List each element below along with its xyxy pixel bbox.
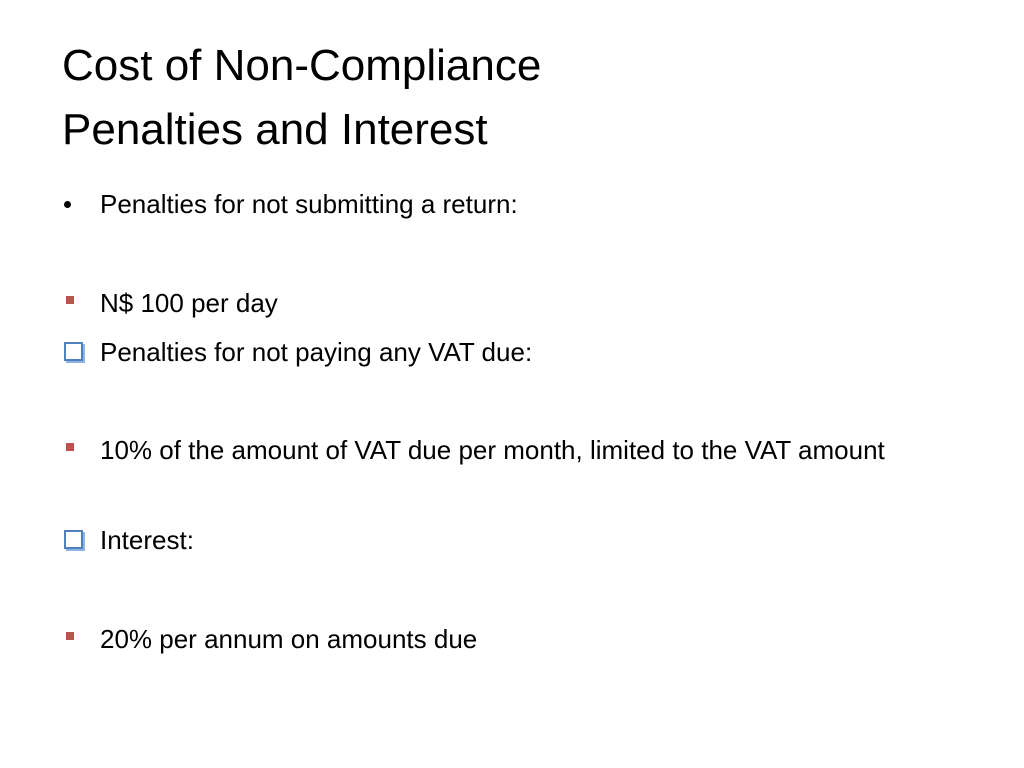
list-item-text: 20% per annum on amounts due	[100, 624, 478, 654]
list-item	[62, 430, 962, 471]
list-item	[62, 184, 962, 225]
list-item	[62, 332, 962, 373]
list-item	[62, 520, 962, 561]
square-bullet-icon	[62, 430, 96, 471]
list-item-text: Penalties for not paying any VAT due:	[100, 337, 533, 367]
list-item-text: 10% of the amount of VAT due per month, limited to the VAT amount	[100, 435, 885, 465]
round-bullet-icon	[62, 184, 96, 225]
list-item-text: N$ 100 per day	[100, 288, 278, 318]
square-bullet-icon	[62, 283, 96, 324]
square-bullet-icon	[62, 619, 96, 660]
list-item	[62, 283, 962, 324]
slide-title	[62, 34, 962, 162]
checkbox-bullet-icon	[62, 332, 96, 373]
title-line-2: Penalties and Interest	[62, 105, 488, 154]
list-item-text: Interest:	[100, 525, 194, 555]
list-item-text: Penalties for not submitting a return:	[100, 189, 518, 219]
list-item	[62, 619, 962, 660]
checkbox-bullet-icon	[62, 520, 96, 561]
title-line-1: Cost of Non-Compliance	[62, 41, 542, 90]
